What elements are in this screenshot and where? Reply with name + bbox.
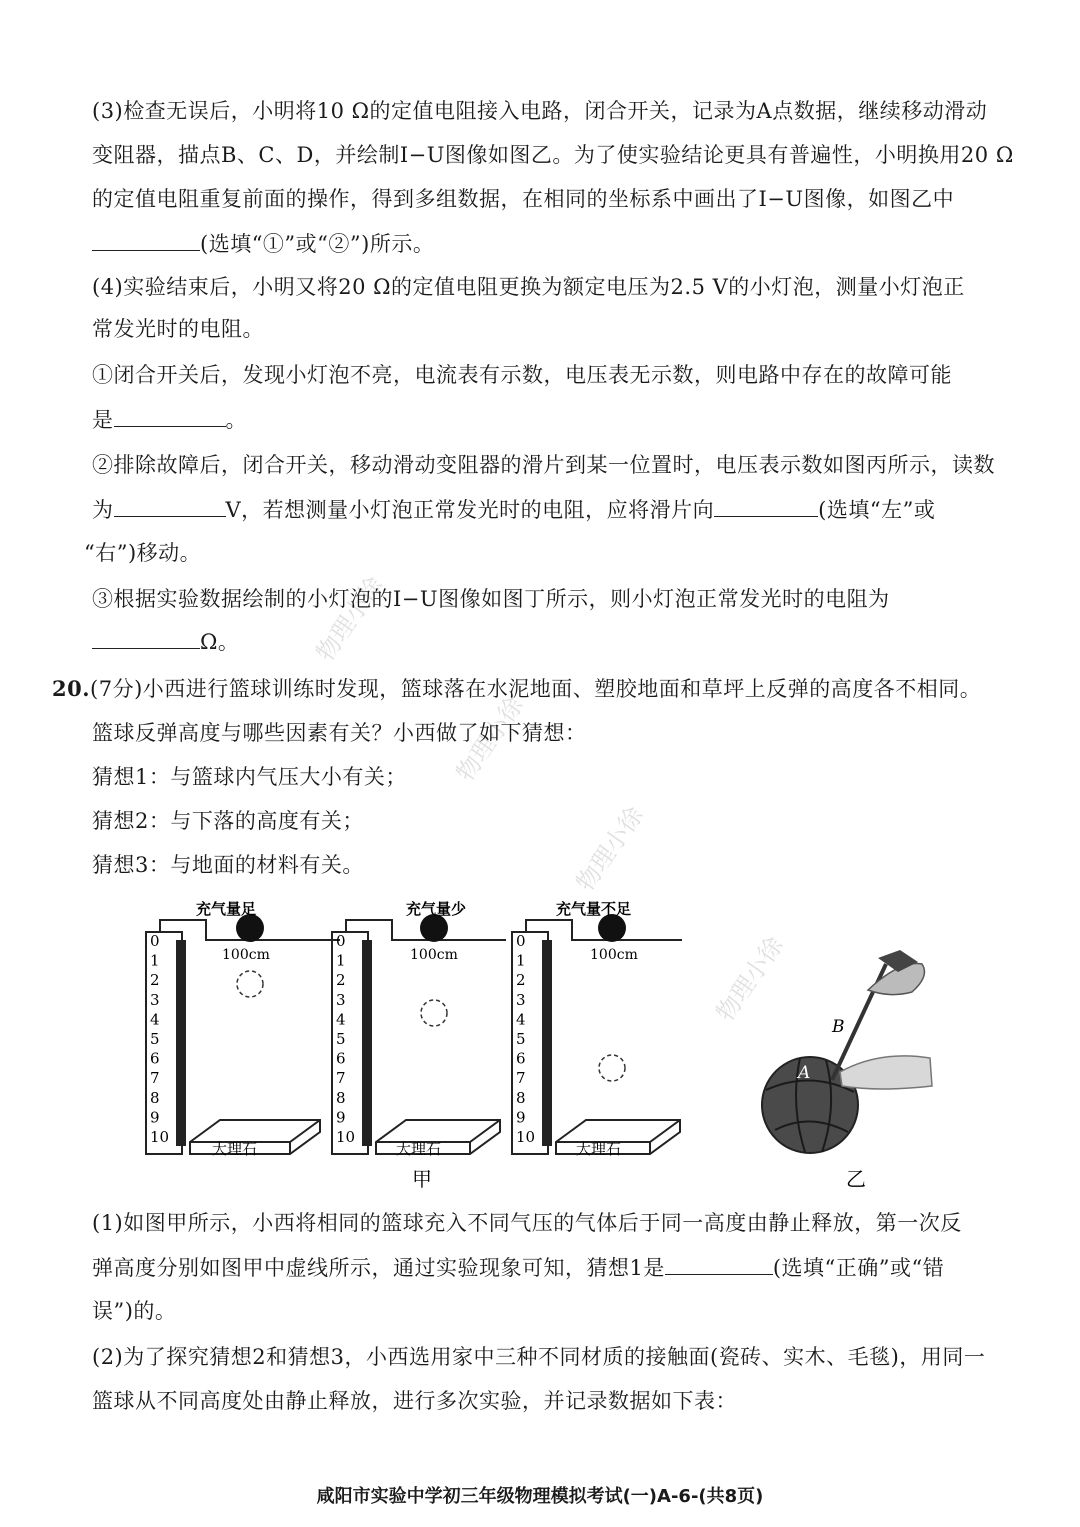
answer-blank[interactable]	[92, 626, 200, 649]
caption-jia: 甲	[412, 1167, 432, 1191]
scale-tick-label: 2	[336, 971, 346, 990]
panel-1	[146, 900, 340, 1158]
q19-sub2-suffix: (选填“左”或	[818, 498, 936, 522]
scale-tick-label: 6	[516, 1049, 526, 1068]
q20-line2: 篮球反弹高度与哪些因素有关？小西做了如下猜想：	[92, 721, 587, 745]
scale-tick-label: 9	[150, 1108, 160, 1127]
scale-tick-label: 6	[336, 1049, 346, 1068]
scale-tick-label: 5	[336, 1030, 346, 1048]
point-b-label: B	[832, 1017, 845, 1037]
watermark: 物理小徐	[451, 691, 530, 787]
bounce-height-marker	[421, 1000, 447, 1026]
scale-tick-label: 7	[516, 1069, 526, 1088]
answer-blank[interactable]	[114, 494, 226, 517]
q19-part3-line4-text: (选填“①”或“②”)所示。	[200, 232, 435, 256]
scale-tick-label: 0	[150, 932, 160, 950]
scale-tick-label: 10	[516, 1128, 536, 1146]
figure-jia-yi	[0, 880, 1080, 1200]
basketball	[420, 914, 448, 942]
scale-tick-label: 1	[336, 951, 346, 970]
watermark: 物理小徐	[571, 801, 650, 897]
panel-2	[332, 900, 506, 1158]
height-label: 100cm	[222, 947, 270, 963]
scale-tick-label: 0	[336, 932, 346, 950]
q19-sub1-suffix: 。	[225, 408, 247, 432]
q20-part1-line3: 误”)的。	[92, 1299, 177, 1323]
q19-sub1-line1: ①闭合开关后，发现小灯泡不亮，电流表有示数，电压表无示数，则电路中存在的故障可能	[92, 363, 952, 387]
scale-tick-label: 0	[516, 932, 526, 950]
panel-top-label: 充气量少	[406, 900, 467, 918]
q20-line1	[52, 674, 981, 704]
scale-tick-label: 7	[336, 1069, 346, 1088]
q19-sub2-mid: V，若想测量小灯泡正常发光时的电阻，应将滑片向	[225, 498, 715, 522]
q20-part1-line1: (1)如图甲所示，小西将相同的篮球充入不同气压的气体后于同一高度由静止释放，第一次反	[92, 1211, 962, 1235]
basketball	[236, 914, 264, 942]
panel-3	[512, 900, 682, 1158]
scale-tick-labels	[150, 932, 169, 1146]
q19-part4-line1: (4)实验结束后，小明又将20 Ω的定值电阻更换为额定电压为2.5 V的小灯泡，测量小灯泡正	[92, 275, 965, 299]
scale-tick-label: 9	[516, 1108, 526, 1127]
scale-tick-label: 5	[516, 1030, 526, 1048]
caption-yi: 乙	[846, 1167, 866, 1191]
scale-tick-label: 10	[150, 1128, 170, 1146]
guess-2: 猜想2：与下落的高度有关；	[92, 809, 364, 833]
scale-tick-label: 3	[516, 990, 526, 1009]
basketball	[598, 914, 626, 942]
q19-part3-line1: (3)检查无误后，小明将10 Ω的定值电阻接入电路，闭合开关，记录为A点数据，继续移动滑动	[92, 99, 988, 123]
q20-part2-line1: (2)为了探究猜想2和猜想3，小西选用家中三种不同材质的接触面(瓷砖、实木、毛毯)，用同一	[92, 1345, 986, 1369]
scale-tick-label: 7	[150, 1069, 160, 1088]
ruler-scale	[542, 940, 552, 1146]
floor-label: 大理石	[396, 1140, 442, 1158]
scale-tick-label: 4	[150, 1010, 160, 1029]
answer-blank[interactable]	[714, 494, 818, 517]
answer-blank[interactable]	[665, 1252, 773, 1275]
panel-top-label: 充气量不足	[556, 900, 632, 918]
watermark: 物理小徐	[711, 931, 790, 1027]
q19-part4-line2: 常发光时的电阻。	[92, 317, 264, 341]
scale-tick-label: 6	[150, 1049, 160, 1068]
scale-tick-label: 10	[336, 1128, 356, 1146]
ruler-scale	[176, 940, 186, 1146]
scale-tick-labels	[516, 932, 535, 1146]
q19-sub1-line2	[92, 404, 247, 435]
q20-part1-prefix: 弹高度分别如图甲中虚线所示，通过实验现象可知，猜想1是	[92, 1256, 665, 1280]
q19-part3-line4	[92, 228, 434, 259]
height-label: 100cm	[410, 947, 458, 963]
panel-top-label: 充气量足	[196, 900, 257, 918]
q19-sub2-prefix: 为	[92, 498, 114, 522]
watermark: 物理小徐	[311, 571, 390, 667]
scale-tick-label: 5	[150, 1030, 160, 1048]
q20-number: 20.	[52, 676, 91, 701]
floor-label: 大理石	[212, 1140, 258, 1158]
ruler-scale	[362, 940, 372, 1146]
guess-1: 猜想1：与篮球内气压大小有关；	[92, 765, 407, 789]
bounce-height-marker	[237, 971, 263, 997]
scale-tick-label: 1	[516, 951, 526, 970]
q19-sub1-prefix: 是	[92, 408, 114, 432]
floor-label: 大理石	[576, 1140, 622, 1158]
q19-sub3-line1: ③根据实验数据绘制的小灯泡的I−U图像如图丁所示，则小灯泡正常发光时的电阻为	[92, 587, 890, 611]
point-a-label: A	[798, 1063, 811, 1083]
answer-blank[interactable]	[114, 404, 226, 427]
scale-tick-label: 3	[336, 990, 346, 1009]
scale-tick-label: 8	[150, 1088, 160, 1107]
q20-part2-line2: 篮球从不同高度处由静止释放，进行多次实验，并记录数据如下表：	[92, 1389, 737, 1413]
scale-tick-label: 2	[516, 971, 526, 990]
scale-tick-labels	[336, 932, 355, 1146]
q19-sub3-line2	[92, 626, 239, 657]
scale-tick-label: 3	[150, 990, 160, 1009]
scale-tick-label: 4	[516, 1010, 526, 1029]
q20-part1-line2	[92, 1252, 944, 1283]
guess-3: 猜想3：与地面的材料有关。	[92, 853, 364, 877]
q20-line1-text: (7分)小西进行篮球训练时发现，篮球落在水泥地面、塑胶地面和草坪上反弹的高度各不相同。	[90, 677, 982, 701]
photo-pump-ball	[762, 950, 932, 1153]
q20-part1-suffix: (选填“正确”或“错	[772, 1256, 945, 1280]
q19-sub2-line1: ②排除故障后，闭合开关，移动滑动变阻器的滑片到某一位置时，电压表示数如图丙所示，读数	[92, 453, 995, 477]
bounce-height-marker	[599, 1055, 625, 1081]
height-label: 100cm	[590, 947, 638, 963]
q19-sub2-line3: “右”)移动。	[84, 541, 202, 565]
scale-tick-label: 8	[336, 1088, 346, 1107]
scale-tick-label: 1	[150, 951, 160, 970]
page-footer: 咸阳市实验中学初三年级物理模拟考试(一)A-6-(共8页)	[316, 1486, 764, 1507]
answer-blank[interactable]	[92, 228, 200, 251]
q19-part3-line3: 的定值电阻重复前面的操作，得到多组数据，在相同的坐标系中画出了I−U图像，如图乙中	[92, 187, 955, 211]
scale-tick-label: 2	[150, 971, 160, 990]
scale-tick-label: 9	[336, 1108, 346, 1127]
scale-tick-label: 8	[516, 1088, 526, 1107]
q19-part3-line2: 变阻器，描点B、C、D，并绘制I−U图像如图乙。为了使实验结论更具有普遍性，小明换用20 Ω	[92, 143, 1014, 167]
q19-sub2-line2	[92, 494, 935, 525]
scale-tick-label: 4	[336, 1010, 346, 1029]
q19-sub3-suffix: Ω。	[200, 630, 240, 654]
